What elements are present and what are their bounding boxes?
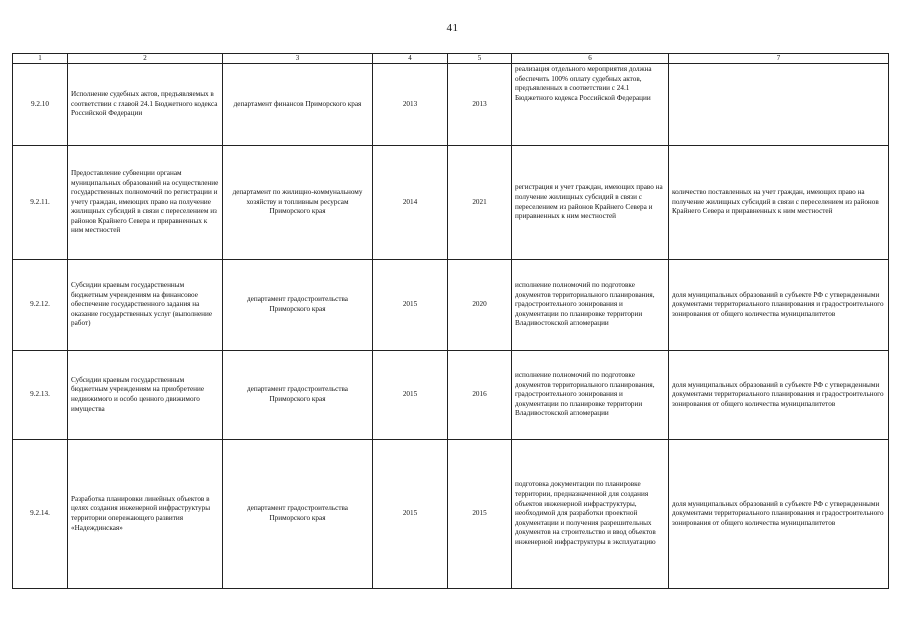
expected-result: исполнение полномочий по подготовке документов территориального планирования, градостроительного зонирования и документации по планировке территории Владивостокской агломерации: [512, 351, 669, 440]
row-code: 9.2.13.: [13, 351, 68, 440]
table-row: [13, 260, 889, 351]
target-indicator: доля муниципальных образований в субъекте РФ с утвержденными документами территориального планирования и градостроительного зонирования от общего количества муниципалитетов: [669, 260, 889, 351]
row-code: 9.2.14.: [13, 440, 68, 589]
start-year: 2015: [373, 260, 448, 351]
column-number-row: [13, 54, 889, 64]
column-number: 6: [512, 54, 669, 64]
responsible-executor: департамент градостроительства Приморского края: [223, 260, 373, 351]
column-number: 3: [223, 54, 373, 64]
table-row: [13, 146, 889, 260]
activity-name: Разработка планировки линейных объектов в целях создания инженерной инфраструктуры территории опережающего развития «Надеждинская»: [68, 440, 223, 589]
column-number: 7: [669, 54, 889, 64]
target-indicator: [669, 64, 889, 146]
end-year: 2013: [448, 64, 512, 146]
activities-table: [12, 53, 889, 589]
activity-name: Субсидии краевым государственным бюджетным учреждениям на приобретение недвижимого и особо ценного движимого имущества: [68, 351, 223, 440]
column-number: 4: [373, 54, 448, 64]
responsible-executor: департамент градостроительства Приморского края: [223, 351, 373, 440]
page-number: 41: [446, 22, 459, 34]
expected-result: исполнение полномочий по подготовке документов территориального планирования, градостроительного зонирования и документации по планировке территории Владивостокской агломерации: [512, 260, 669, 351]
table-row: [13, 64, 889, 146]
start-year: 2015: [373, 351, 448, 440]
start-year: 2013: [373, 64, 448, 146]
expected-result: подготовка документации по планировке территории, предназначенной для создания объектов инженерной инфраструктуры, необходимой для разработки проектной документации и получения разрешительных документов на строительство и ввод объектов инженерной инфраструктуры в эксплуатацию: [512, 440, 669, 589]
end-year: 2020: [448, 260, 512, 351]
target-indicator: доля муниципальных образований в субъекте РФ с утвержденными документами территориального планирования и градостроительного зонирования от общего количества муниципалитетов: [669, 440, 889, 589]
end-year: 2016: [448, 351, 512, 440]
end-year: 2021: [448, 146, 512, 260]
responsible-executor: департамент градостроительства Приморского края: [223, 440, 373, 589]
expected-result: регистрация и учет граждан, имеющих право на получение жилищных субсидий в связи с переселением из районов Крайнего Севера и приравненных к ним местностей: [512, 146, 669, 260]
activity-name: Субсидии краевым государственным бюджетным учреждениям на финансовое обеспечение государственного задания на оказание государственных услуг (выполнение работ): [68, 260, 223, 351]
column-number: 5: [448, 54, 512, 64]
activity-name: Исполнение судебных актов, предъявляемых в соответствии с главой 24.1 Бюджетного кодекса Российской Федерации: [68, 64, 223, 146]
target-indicator: количество поставленных на учет граждан, имеющих право на получение жилищных субсидий в связи с переселением из районов Крайнего Севера и приравненных к ним местностей: [669, 146, 889, 260]
column-number: 1: [13, 54, 68, 64]
expected-result: реализация отдельного мероприятия должна обеспечить 100% оплату судебных актов, предъявленных в соответствии с 24.1 Бюджетного кодекса Российской Федерации: [512, 64, 669, 146]
target-indicator: доля муниципальных образований в субъекте РФ с утвержденными документами территориального планирования и градостроительного зонирования от общего количества муниципалитетов: [669, 351, 889, 440]
start-year: 2015: [373, 440, 448, 589]
activity-name: Предоставление субвенции органам муниципальных образований на осуществление государственных полномочий по регистрации и учету граждан, имеющих право на получение жилищных субсидий в связи с переселением из районов Крайнего Севера и приравненных к ним местностей: [68, 146, 223, 260]
responsible-executor: департамент финансов Приморского края: [223, 64, 373, 146]
table-row: [13, 351, 889, 440]
table-row: [13, 440, 889, 589]
column-number: 2: [68, 54, 223, 64]
row-code: 9.2.12.: [13, 260, 68, 351]
responsible-executor: департамент по жилищно-коммунальному хозяйству и топливным ресурсам Приморского края: [223, 146, 373, 260]
row-code: 9.2.10: [13, 64, 68, 146]
start-year: 2014: [373, 146, 448, 260]
end-year: 2015: [448, 440, 512, 589]
row-code: 9.2.11.: [13, 146, 68, 260]
